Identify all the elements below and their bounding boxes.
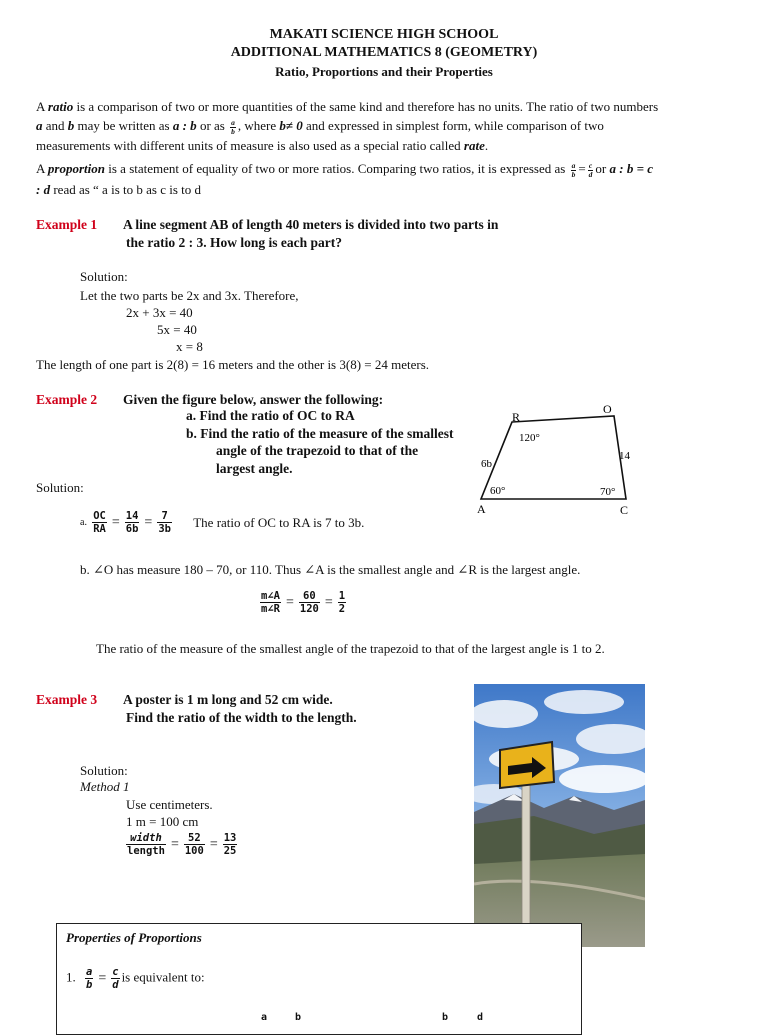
example-1-question-line-2: the ratio 2 : 3. How long is each part? (126, 235, 342, 250)
property-bottom-d: d (477, 1012, 484, 1023)
angle-r-label: 120° (519, 432, 540, 444)
school-name: MAKATI SCIENCE HIGH SCHOOL (269, 27, 499, 42)
example-1-step-2: 2x + 3x = 40 (126, 305, 193, 320)
example-2-label: Example 2 (36, 392, 98, 407)
example-2-part-a: a. Find the ratio of OC to RA (186, 408, 355, 423)
example-1-step-1: Let the two parts be 2x and 3x. Therefore, (80, 288, 299, 303)
example-2-angle-ratio: $\frac{m\angle A}{m\angle R}$ = $\frac{60}{120}$ = $\frac{1}{2}$ (261, 590, 346, 615)
vertex-o-label: O (603, 402, 612, 416)
intro-line-1: A ratio is a comparison of two or more quantities of the same kind and therefore has no units. The ratio of two numbers (36, 99, 659, 114)
intro-line-3: measurements with different units of measure is also used as a special ratio called rate. (36, 138, 489, 153)
example-1-question-line-1: A line segment AB of length 40 meters is divided into two parts in (123, 217, 499, 232)
example-3-question-line-1: A poster is 1 m long and 52 cm wide. (123, 692, 333, 707)
example-3-method-label: Method 1 (80, 779, 130, 794)
example-2-part-b-line-3: largest angle. (216, 461, 293, 476)
example-3-question-line-2: Find the ratio of the width to the length. (126, 710, 357, 725)
trapezoid-figure (470, 400, 640, 520)
example-1-answer: The length of one part is 2(8) = 16 meters and the other is 3(8) = 24 meters. (36, 357, 430, 372)
example-3-step-1: Use centimeters. (126, 797, 213, 812)
example-2-part-b-solution: b. ∠O has measure 180 – 70, or 110. Thus ∠A is the smallest angle and ∠R is the largest angle. (80, 562, 581, 577)
example-3-solution-label: Solution: (80, 763, 128, 778)
side-oc-label: 14 (619, 450, 630, 462)
example-2-part-b-line-2: angle of the trapezoid to that of the (216, 443, 419, 458)
example-2-question: Given the figure below, answer the following: (123, 392, 384, 407)
example-2-part-a-solution: a. $\frac{OC}{RA}$ = $\frac{14}{6b}$ = $\frac{7}{3b}$ The ratio of OC to RA is 7 to 3b. (80, 510, 365, 535)
example-1-step-3: 5x = 40 (157, 322, 197, 337)
example-1-step-4: x = 8 (176, 339, 203, 354)
topic-title: Ratio, Proportions and their Properties (275, 64, 493, 79)
subject-title: ADDITIONAL MATHEMATICS 8 (GEOMETRY) (230, 45, 538, 60)
property-bottom-b: b (295, 1012, 302, 1023)
example-1-solution-label: Solution: (80, 269, 128, 284)
example-2-part-b-line-1: b. Find the ratio of the measure of the smallest (186, 426, 454, 441)
angle-a-label: 60° (490, 485, 506, 497)
properties-title: Properties of Proportions (66, 930, 202, 945)
vertex-c-label: C (620, 503, 629, 517)
intro-line-5: : d read as “ a is to b as c is to d (36, 182, 201, 197)
property-1: 1. $\frac{a}{b}$ = $\frac{c}{d}$ is equivalent to: (66, 966, 205, 991)
example-3-step-2: 1 m = 100 cm (126, 814, 199, 829)
vertex-a-label: A (477, 502, 486, 516)
properties-box (56, 923, 582, 1035)
vertex-r-label: R (512, 410, 521, 424)
example-3-ratio: $\frac{\text{width}}{\text{length}}$ = $\frac{52}{100}$ = $\frac{13}{25}$ (127, 832, 237, 857)
example-2-solution-label: Solution: (36, 480, 84, 495)
property-bottom-b2: b (442, 1012, 449, 1023)
intro-line-2: a and b may be written as a : b or as $\frac{a}{b}$ , where b≠ 0 and expressed in simplest form, while comparison of two (36, 117, 604, 136)
example-2-conclusion: The ratio of the measure of the smallest angle of the trapezoid to that of the largest angle is 1 to 2. (96, 641, 605, 656)
property-bottom-a: a (261, 1012, 268, 1023)
intro-line-4: A proportion is a statement of equality of two or more ratios. Comparing two ratios, it is expressed as $\frac{a}{b}$ = $\frac{c}{d}$ or a : b = c (36, 160, 654, 179)
example-3-label: Example 3 (36, 692, 98, 707)
example-1-label: Example 1 (36, 217, 98, 232)
angle-c-label: 70° (600, 486, 616, 498)
road-sign-photo (474, 684, 645, 947)
side-ra-label: 6b (481, 458, 492, 470)
